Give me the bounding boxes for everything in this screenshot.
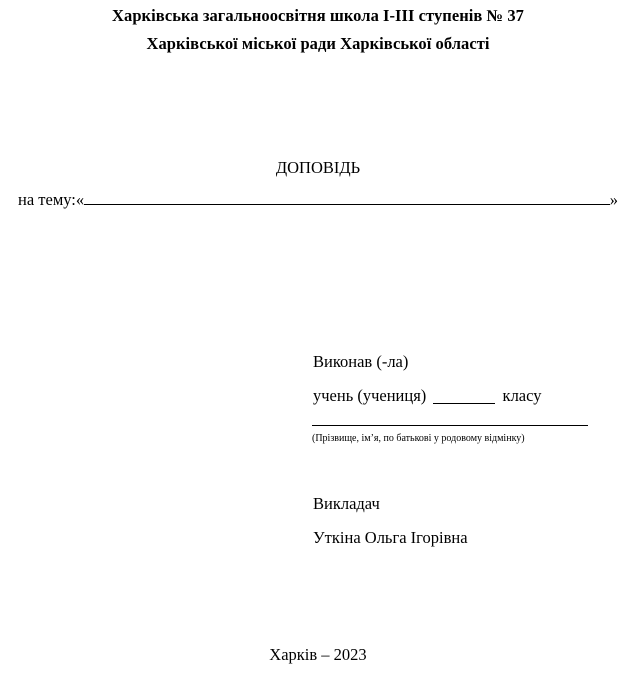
student-name-fill-in-rule[interactable]: [312, 425, 588, 426]
topic-fill-in-rule[interactable]: [84, 204, 610, 205]
institution-header-line-2: Харківської міської ради Харківської області: [146, 34, 490, 53]
topic-label: на тему:: [18, 190, 76, 209]
topic-line: [18, 190, 618, 210]
teacher-block: [313, 487, 613, 555]
footer-place-year: Харків – 2023: [269, 645, 367, 664]
document-type-title: ДОПОВІДЬ: [275, 158, 361, 177]
teacher-name: Уткіна Ольга Ігорівна: [313, 528, 468, 547]
student-class-line: [313, 379, 613, 413]
student-name-caption: (Прізвище, ім’я, по батькові у родовому відмінку): [312, 433, 525, 444]
topic-closing-quote: »: [609, 190, 618, 209]
institution-header: [0, 2, 636, 58]
author-block: [313, 345, 613, 413]
student-suffix-label: класу: [502, 386, 542, 405]
performed-by-label: Виконав (-ла): [313, 352, 409, 371]
institution-header-line-1: Харківська загальноосвітня школа I-III ступенів № 37: [112, 6, 524, 25]
student-prefix-label: учень (учениця): [313, 386, 427, 405]
class-number-blank[interactable]: [433, 403, 495, 404]
teacher-role-label: Викладач: [313, 494, 380, 513]
topic-opening-quote: «: [75, 190, 85, 209]
